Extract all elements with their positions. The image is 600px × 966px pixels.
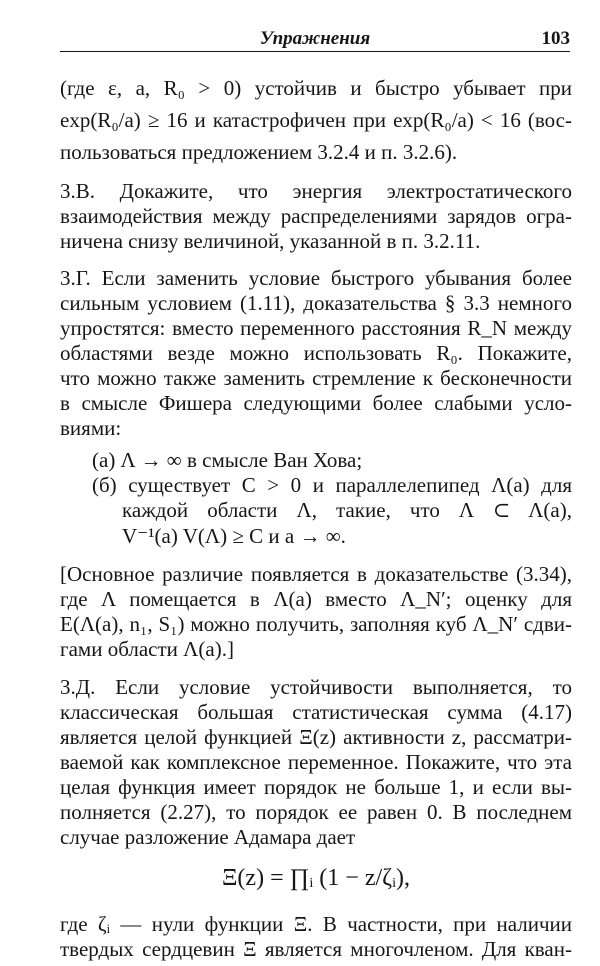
text-line: полняется (2.27), то порядок ее равен 0. В последнем xyxy=(60,800,572,824)
text-line: E(Λ(a), n₁, S₁) можно получить, заполняя куб Λ_N′ сдви- xyxy=(60,612,572,636)
text-line: классическая большая статистическая сумма (4.17) xyxy=(60,700,572,724)
page-number: 103 xyxy=(541,28,570,49)
text-line: пользоваться предложением 3.2.4 и п. 3.2.6). xyxy=(60,140,458,164)
text-line: где ζᵢ — нули функции Ξ. В частности, при наличии xyxy=(60,912,572,936)
exercise-3d-line: 3.Д. Если условие устойчивости выполняется, то xyxy=(60,675,572,699)
text-line: упростятся: вместо переменного расстояния R_N между xyxy=(60,316,572,340)
text-line: V⁻¹(a) V(Λ) ≥ C и a → ∞. xyxy=(122,524,346,548)
text-line: exp(R₀/a) ≥ 16 и катастрофичен при exp(R₀/a) < 16 (вос- xyxy=(60,108,572,132)
hadamard-formula: Ξ(z) = ∏ᵢ (1 − z/ζᵢ), xyxy=(222,865,410,891)
condition-a: (а) Λ → ∞ в смысле Ван Хова; xyxy=(92,448,363,472)
running-title: Упражнения xyxy=(259,28,371,49)
text-line: твердых сердцевин Ξ является многочленом. Для кван- xyxy=(60,937,572,961)
text-line: гами области Λ(a).] xyxy=(60,637,234,661)
page-header xyxy=(60,24,570,50)
text-line: в смысле Фишера следующими более слабыми усло- xyxy=(60,391,572,415)
text-line: является целой функцией Ξ(z) активности z, рассматри- xyxy=(60,725,572,749)
text-line: где Λ помещается в Λ(a) вместо Λ_N′; оценку для xyxy=(60,587,572,611)
text-line: каждой области Λ, такие, что Λ ⊂ Λ(a), xyxy=(122,498,572,522)
text-line: сильным условием (1.11), доказательства § 3.3 немного xyxy=(60,291,572,315)
exercise-3g-line: 3.Г. Если заменить условие быстрого убывания более xyxy=(60,266,572,290)
text-line: виями: xyxy=(60,416,122,440)
text-line: что можно также заменить стремление к бесконечности xyxy=(60,366,572,390)
text-line: случае разложение Адамара дает xyxy=(60,825,356,849)
text-line: взаимодействия между распределениями зарядов огра- xyxy=(60,204,572,228)
text-line: областями везде можно использовать R₀. Покажите, xyxy=(60,341,572,365)
text-line: ничена снизу величиной, указанной в п. 3.2.11. xyxy=(60,229,481,253)
exercise-3v-line: 3.В. Докажите, что энергия электростатического xyxy=(60,179,572,203)
header-rule xyxy=(60,51,570,52)
text-line: (где ε, a, R₀ > 0) устойчив и быстро убывает при xyxy=(60,76,572,100)
condition-b: (б) существует C > 0 и параллелепипед Λ(a) для xyxy=(92,473,572,497)
text-line: [Основное различие появляется в доказательстве (3.34), xyxy=(60,562,572,586)
text-line: целая функция имеет порядок не больше 1, и если вы- xyxy=(60,775,572,799)
text-line: ваемой как комплексное переменное. Покажите, что эта xyxy=(60,750,572,774)
